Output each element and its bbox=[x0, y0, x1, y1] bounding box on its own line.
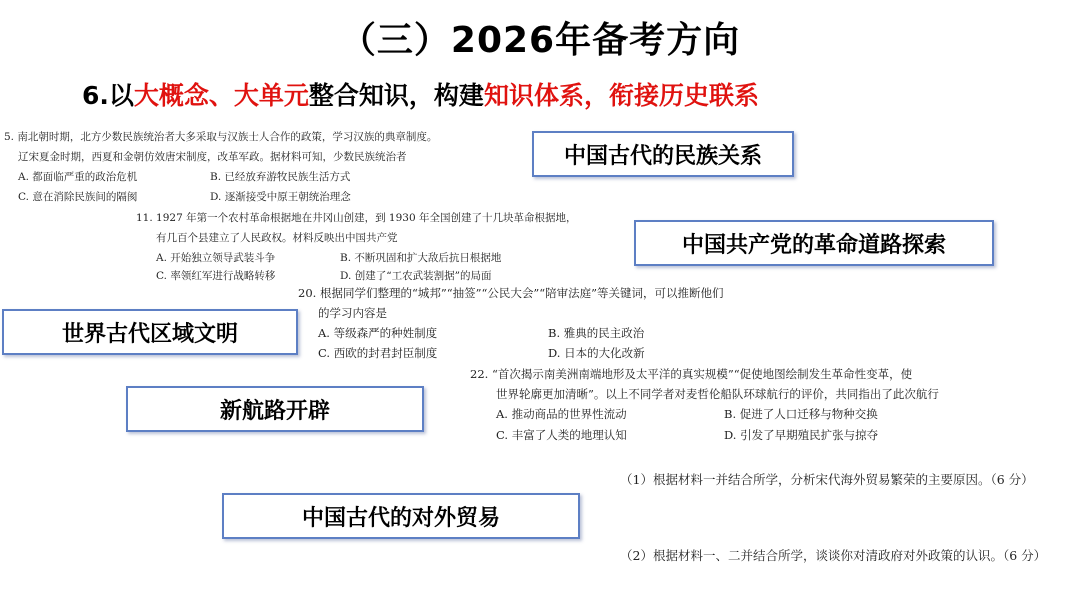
page-title: （三）2026年备考方向 bbox=[339, 20, 741, 61]
question-20-option-b: B. 雅典的民主政治 bbox=[548, 326, 645, 340]
question-5-option-d: D. 逐渐接受中原王朝统治理念 bbox=[210, 191, 351, 203]
question-5-option-b: B. 已经放弃游牧民族生活方式 bbox=[210, 171, 351, 183]
tag-ancient-civilizations: 世界古代区域文明 bbox=[2, 309, 298, 355]
question-11-stem-line1: 11. 1927 年第一个农村革命根据地在井冈山创建，到 1930 年全国创建了十几块革命根据地， bbox=[136, 212, 577, 224]
question-22-option-c: C. 丰富了人类的地理认知 bbox=[496, 428, 627, 442]
sub-question-2: （2）根据材料一、二并结合所学，谈谈你对清政府对外政策的认识。（6 分） bbox=[620, 548, 1047, 563]
question-5-option-c: C. 意在消除民族间的隔阂 bbox=[18, 191, 138, 203]
question-11-stem-line2: 有几百个县建立了人民政权。材料反映出中国共产党 bbox=[156, 232, 398, 244]
question-20-option-d: D. 日本的大化改新 bbox=[548, 346, 645, 360]
subtitle-middle: 整合知识，构建 bbox=[308, 81, 484, 110]
question-22-option-a: A. 推动商品的世界性流动 bbox=[496, 407, 627, 421]
subtitle-highlight-2: 知识体系，衔接历史联系 bbox=[483, 81, 759, 110]
question-22-option-b: B. 促进了人口迁移与物种交换 bbox=[724, 407, 878, 421]
question-20-stem-line2: 的学习内容是 bbox=[318, 306, 387, 320]
question-20-option-a: A. 等级森严的种姓制度 bbox=[318, 326, 438, 340]
question-11-option-c: C. 率领红军进行战略转移 bbox=[156, 270, 276, 282]
question-11-option-a: A. 开始独立领导武装斗争 bbox=[156, 252, 276, 264]
question-5-stem-line2: 辽宋夏金时期，西夏和金朝仿效唐宋制度，改革军政。据材料可知，少数民族统治者 bbox=[18, 151, 407, 163]
page-subtitle bbox=[82, 76, 759, 112]
question-5-option-a: A. 都面临严重的政治危机 bbox=[18, 171, 138, 183]
subtitle-prefix: 6.以 bbox=[82, 81, 134, 110]
tag-ethnic-relations: 中国古代的民族关系 bbox=[532, 131, 794, 177]
tag-revolution-path: 中国共产党的革命道路探索 bbox=[634, 220, 994, 266]
tag-foreign-trade: 中国古代的对外贸易 bbox=[222, 493, 580, 539]
question-20-option-c: C. 西欧的封君封臣制度 bbox=[318, 346, 438, 360]
question-11-option-d: D. 创建了“工农武装割据”的局面 bbox=[340, 270, 492, 282]
question-22-stem-line1: 22. “首次揭示南美洲南端地形及太平洋的真实规模”“促使地图绘制发生革命性变革，使 bbox=[470, 367, 913, 381]
question-11-option-b: B. 不断巩固和扩大敌后抗日根据地 bbox=[340, 252, 502, 264]
question-22-stem-line2: 世界轮廓更加清晰”。以上不同学者对麦哲伦船队环球航行的评价，共同指出了此次航行 bbox=[496, 387, 939, 401]
tag-new-sea-routes: 新航路开辟 bbox=[126, 386, 424, 432]
question-20-stem-line1: 20. 根据同学们整理的“城邦”“抽签”“公民大会”“陪审法庭”等关键词，可以推断他们 bbox=[298, 286, 724, 300]
sub-question-1: （1）根据材料一并结合所学，分析宋代海外贸易繁荣的主要原因。（6 分） bbox=[620, 472, 1034, 487]
question-5-stem-line1: 5. 南北朝时期，北方少数民族统治者大多采取与汉族士人合作的政策，学习汉族的典章制度。 bbox=[4, 131, 438, 143]
subtitle-highlight-1: 大概念、大单元 bbox=[133, 81, 309, 110]
question-22-option-d: D. 引发了早期殖民扩张与掠夺 bbox=[724, 428, 879, 442]
